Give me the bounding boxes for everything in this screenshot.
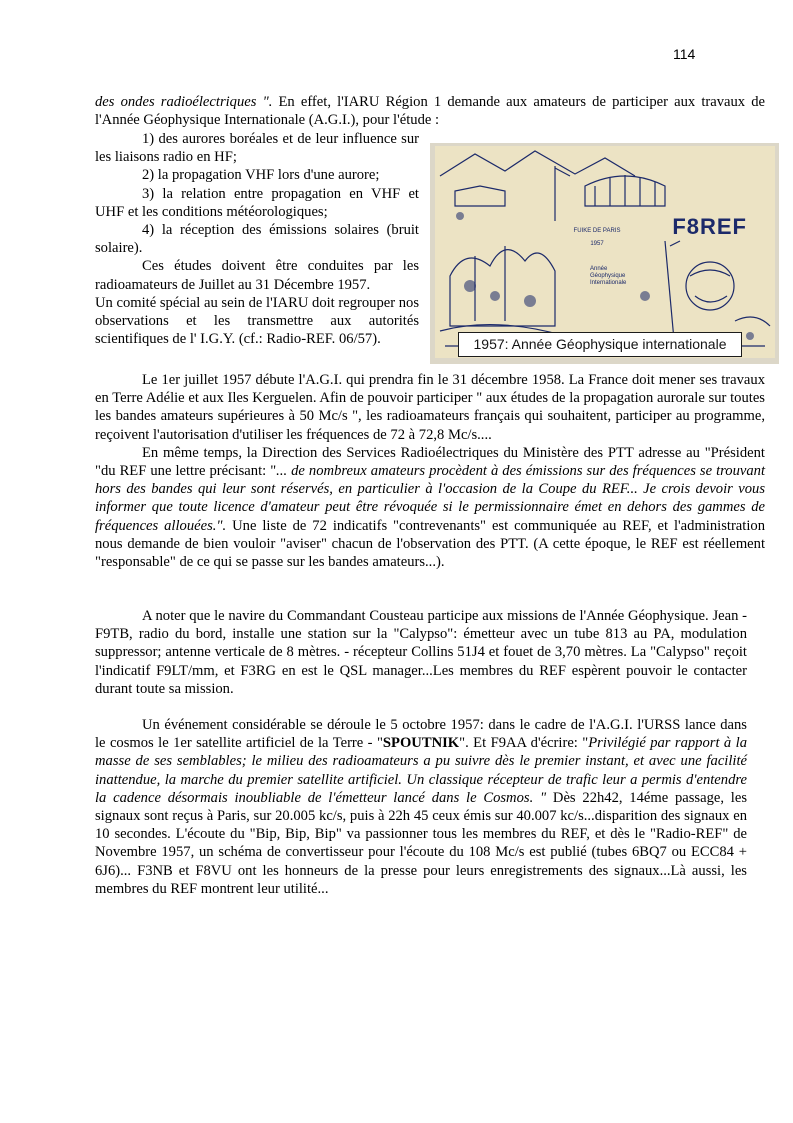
stamp-line-1: FUIKE DE PARIS: [573, 228, 621, 234]
sputnik-mid: ". Et F9AA d'écrire: ": [459, 735, 589, 752]
ptt-paragraph: [95, 444, 765, 571]
july-paragraph: Le 1er juillet 1957 débute l'A.G.I. qui prendra fin le 31 décembre 1958. La France doit mener ses travaux en Terre Adélie et aux Iles Kerguelen. Afin de pouvoir participer " aux études de la propagation aurorale sur toutes les bandes amateurs supérieures à 50 Mc/s ", les radioamateurs français qui souhaitent, participer au programme, reçoivent l'autorisation d'utiliser les fréquences de 72 à 72,8 Mc/s....: [95, 372, 765, 443]
sputnik-end: Dès 22h42, 14éme passage, les signaux sont reçus à Paris, sur 20.005 kc/s, puis à 22h 45 ceux émis sur 40.007 kc/s...disparition des signaux en 10 secondes. L'écoute du "Bip, Bip, Bip" va passionner tous les membres du REF, et dès le "Radio-REF" de Novembre 1957, un schéma de convertisseur pour l'écoute du 108 Mc/s est publié (tubes 6BQ7 ou ECC84 + 6J6)... F3NB et F8VU ont les honneurs de la presse pour leurs enregistrements des signaux...Là aussi, les membres du REF montrent leur utilité...: [95, 789, 748, 897]
qsl-card-image: [435, 146, 775, 358]
stamp-line-5: Internationale: [590, 280, 627, 286]
intro-rest: En effet, l'IARU Région 1 demande aux amateurs de participer aux travaux de l'Année Géophysique Internationale (A.G.I.), pour l'étude :: [95, 94, 766, 129]
figure-caption: 1957: Année Géophysique internationale: [458, 332, 742, 357]
sputnik-bold: SPOUTNIK: [382, 735, 460, 752]
list-item-4: 4) la réception des émissions solaires (bruit solaire).: [95, 222, 419, 257]
stamp-agi-text: [590, 266, 650, 287]
ptt-quote: ... de nombreux amateurs procèdent à des émissions sur des fréquences se trouvant hors des bandes qui leur sont réservés, en particulier à l'occasion de la Coupe du REF... Je crois devoir vous informer que toute licence d'amateur peut être révoquée si le permissionnaire émet en dehors des gammes de fréquences allouées.".: [95, 463, 766, 534]
cousteau-paragraph-wrap: [95, 607, 747, 698]
july-and-ptt-paragraphs: [95, 371, 765, 571]
qsl-card-figure: [430, 143, 779, 364]
sputnik-quote: Privilégié par rapport à la masse de ses semblables; le milieu des radioamateurs a pu suivre dès le premier instant, et avec une facilité inattendue, la marche du premier satellite artificiel. Un classique récepteur de trafic leur a permis d'entendre la cadence désormais inoubliable de l'émetteur lancé dans le Cosmos. ": [95, 735, 747, 806]
stamp-line-2: 1957: [590, 241, 604, 247]
polar-scene-illustration: [435, 146, 775, 358]
sputnik-paragraph-wrap: [95, 716, 747, 898]
stamp-line-4: Géophysique: [590, 273, 626, 279]
page-number: 114: [673, 46, 696, 62]
stamp-line-3: Année: [590, 266, 608, 272]
studies-paragraph: Ces études doivent être conduites par les radioamateurs de Juillet au 31 Décembre 1957.: [95, 258, 419, 293]
intro-italic: des ondes radioélectriques ".: [95, 94, 273, 110]
committee-paragraph: Un comité spécial au sein de l'IARU doit regrouper nos observations et les transmettre aux autorités scientifiques de l' I.G.Y. (cf.: Radio-REF. 06/57).: [95, 294, 420, 348]
list-item-1: 1) des aurores boréales et de leur influence sur les liaisons radio en HF;: [95, 131, 419, 166]
intro-paragraph: [95, 93, 765, 129]
stamp-text: [557, 228, 637, 248]
cousteau-paragraph: A noter que le navire du Commandant Cousteau participe aux missions de l'Année Géophysique. Jean - F9TB, radio du bord, installe une station sur la "Calypso": émetteur avec un tube 813 au PA, modulation suppressor; antenne verticale de 8 mètres. - récepteur Collins 51J4 et fouet de 3,70 mètres. La "Calypso" reçoit l'indicatif F9LT/mm, et F3RG en est le QSL manager...Les membres du REF espèrent pouvoir le contacter durant toute sa mission.: [95, 608, 747, 697]
sputnik-paragraph: [95, 716, 747, 898]
sputnik-start: Un événement considérable se déroule le 5 octobre 1957: dans le cadre de l'A.G.I. l'URSS lance dans le cosmos le 1er satellite artificiel de la Terre - ": [95, 717, 747, 752]
ptt-end: Une liste de 72 indicatifs "contrevenants" est communiquée au REF, et l'administration nous demande de bien vouloir "aviser" chacun de l'observation des PTT. (A cette époque, le REF est réellement "responsable" de ce qui se passe sur les bandes amateurs...).: [95, 517, 765, 571]
ptt-start: En même temps, la Direction des Services Radioélectriques du Ministère des PTT adresse au "Président "du REF une lettre précisant: ": [95, 444, 765, 480]
study-list: [95, 130, 419, 348]
list-item-2: 2) la propagation VHF lors d'une aurore;: [142, 167, 380, 184]
qsl-callsign: F8REF: [672, 214, 747, 239]
list-item-3: 3) la relation entre propagation en VHF et UHF et les conditions météorologiques;: [95, 185, 419, 220]
